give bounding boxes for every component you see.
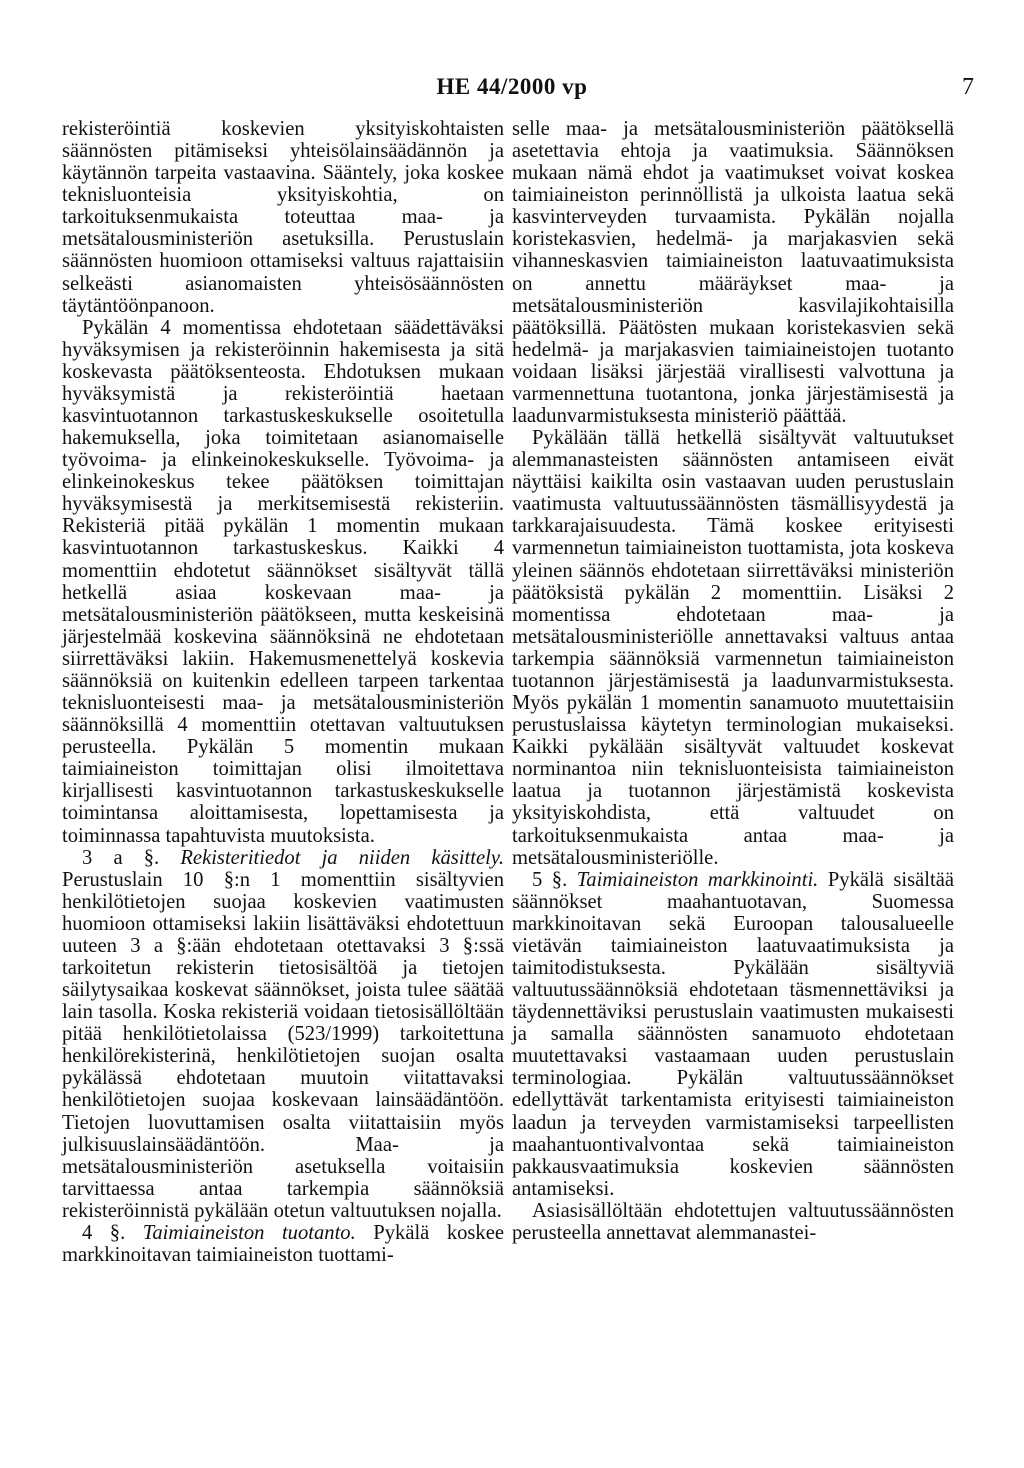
section-number: 3 a §. xyxy=(82,846,160,869)
page-number: 7 xyxy=(962,74,974,100)
section-body: Pykälä koskee markkinoitavan taimiaineiston tuottami- xyxy=(62,1221,505,1266)
section-title: Rekisteritiedot ja niiden käsittely. xyxy=(180,846,504,869)
section-body: Pykälä sisältää säännökset maahantuotavan, Suomessa markkinoitavan sekä Euroopan talousalueelle vietävän taimiaineiston laatuvaatimuksista ja taimitodistuksesta. Pykälään sisältyviä valtuutussäännöksiä ehdotetaan täsmennettäviksi ja täydennettäviksi perustuslain vaatimusten mukaisesti ja samalla säännösten sanamuoto ehdotetaan muutettavaksi vastaamaan uuden perustuslain terminologiaa. Pykälän valtuutussäännökset edellyttävät tarkentamista erityisesti taimiaineiston laadun ja terveyden varmistamiseksi tarpeellisten maahantuontivalvontaa sekä taimiaineiston pakkausvaatimuksia koskevien säännösten antamiseksi. xyxy=(512,868,954,1200)
section-title: Taimiaineiston markkinointi. xyxy=(576,868,819,891)
paragraph: rekisteröintiä koskevien yksityiskohtaisten säännösten pitämiseksi yhteisölainsäädännön ja käytännön tarpeita vastaavina. Sääntely, joka koskee teknisluonteisia yksityiskohtia, on tarkoituksenmukaista toteuttaa maa- ja metsätalousministeriön asetuksilla. Perustuslain säännösten huomioon ottamiseksi valtuus rajattaisiin selkeästi asianomaisten yhteisösäännösten täytäntöönpanoon. xyxy=(62,118,504,317)
section-5-paragraph xyxy=(512,869,954,1200)
paragraph: Pykälään tällä hetkellä sisältyvät valtuutukset alemmanasteisten säännösten antamiseen eivät näyttäisi kaikilta osin vastaavan uuden perustuslain vaatimusta valtuutussäännösten täsmällisyydestä ja tarkkarajaisuudesta. Tämä koskee erityisesti varmennetun taimiaineiston tuottamista, jota koskeva yleinen säännös ehdotetaan siirrettäväksi ministeriön päätöksistä pykälän 2 momenttiin. Lisäksi 2 momentissa ehdotetaan maa- ja metsätalousministeriölle annettavaksi valtuus antaa tarkempia säännöksiä varmennetun taimiaineiston tuotannon järjestämisestä ja laadunvarmistuksesta. Myös pykälän 1 momentin sanamuoto muutettaisiin perustuslaissa käytetyn terminologian mukaiseksi. Kaikki pykälään sisältyvät valtuudet koskevat norminantoa niin teknisluonteisista taimiaineiston laatua ja tuotannon järjestämistä koskevista yksityiskohdista, että valtuudet on tarkoituksenmukaista antaa maa- ja metsätalousministeriölle. xyxy=(512,427,954,869)
section-3a-paragraph xyxy=(62,847,504,1222)
paragraph: Asiasisällöltään ehdotettujen valtuutussäännösten perusteella annettavat alemmanastei- xyxy=(512,1199,954,1244)
section-body: Perustuslain 10 §:n 1 momenttiin sisältyvien henkilötietojen suojaa koskevien vaatimusten huomioon ottamiseksi lakiin lisättäväksi ehdotettuun uuteen 3 a §:ään ehdotetaan otettavaksi 3 §:ssä tarkoitetun rekisterin tietosisältöä ja tietojen säilytysaikaa koskevat säännökset, joista tulee säätää lain tasolla. Koska rekisteriä voidaan tietosisällöltään pitää henkilötietolaissa (523/1999) tarkoitettuna henkilörekisterinä, henkilötietojen suojan osalta pykälässä ehdotetaan muutoin viitattavaksi henkilötietojen suojaa koskevaan lainsäädäntöön. Tietojen luovuttamisen osalta viitattaisiin myös julkisuuslainsäädäntöön. Maa- ja metsätalousministeriön asetuksella voitaisiin tarvittaessa antaa tarkempia säännöksiä rekisteröinnistä pykälään otetun valtuutuksen nojalla. xyxy=(62,868,504,1222)
section-title: Taimiaineiston tuotanto. xyxy=(142,1221,356,1244)
page-header xyxy=(0,70,1024,104)
section-number: 4 §. xyxy=(82,1221,126,1244)
section-4-paragraph xyxy=(62,1222,504,1266)
paragraph: Pykälän 4 momentissa ehdotetaan säädettäväksi hyväksymisen ja rekisteröinnin hakemisesta ja sitä koskevasta päätöksenteosta. Ehdotuksen mukaan hyväksymistä ja rekisteröintiä haetaan kasvintuotannon tarkastuskeskukselle osoitetulla hakemuksella, joka toimitetaan asianomaiselle työvoima- ja elinkeinokeskukselle. Työvoima- ja elinkeinokeskus tekee päätöksen toimittajan hyväksymisestä ja merkitsemisestä rekisteriin. Rekisteriä pitää pykälän 1 momentin mukaan kasvintuotannon tarkastuskeskus. Kaikki 4 momenttiin ehdotetut säännökset sisältyvät tällä hetkellä asiaa koskevaan maa- ja metsätalousministeriön päätökseen, mutta keskeisinä järjestelmää koskevina säännöksinä ne ehdotetaan siirrettäväksi lakiin. Hakemusmenettelyä koskevia säännöksiä on kuitenkin edelleen tarpeen tarkentaa teknisluonteisesti maa- ja metsätalousministeriön säännöksillä 4 momenttiin otettavan valtuutuksen perusteella. Pykälän 5 momentin mukaan taimiaineiston toimittajan olisi ilmoitettava kirjallisesti kasvintuotannon tarkastuskeskukselle toimintansa aloittamisesta, lopettamisesta ja toiminnassa tapahtuvista muutoksista. xyxy=(62,316,504,847)
document-id: HE 44/2000 vp xyxy=(436,74,588,99)
right-column xyxy=(512,118,954,1244)
section-number: 5 §. xyxy=(532,868,568,891)
paragraph: selle maa- ja metsätalousministeriön päätöksellä asetettavia ehtoja ja vaatimuksia. Säännöksen mukaan nämä ehdot ja vaatimukset voivat koskea taimiaineiston perinnöllistä ja ulkoista laatua sekä kasvinterveyden turvaamista. Pykälän nojalla koristekasvien, hedelmä- ja marjakasvien sekä vihanneskasvien taimiaineiston laatuvaatimuksista on annettu määräykset maa- ja metsätalousministeriön kasvilajikohtaisilla päätöksillä. Päätösten mukaan koristekasvien sekä hedelmä- ja marjakasvien taimiaineistojen tuotanto voidaan lisäksi järjestää virallisesti valvottuna ja varmennettuna tuotantona, jonka järjestämisestä ja laadunvarmistuksesta ministeriö päättää. xyxy=(512,118,954,428)
left-column xyxy=(62,118,504,1266)
